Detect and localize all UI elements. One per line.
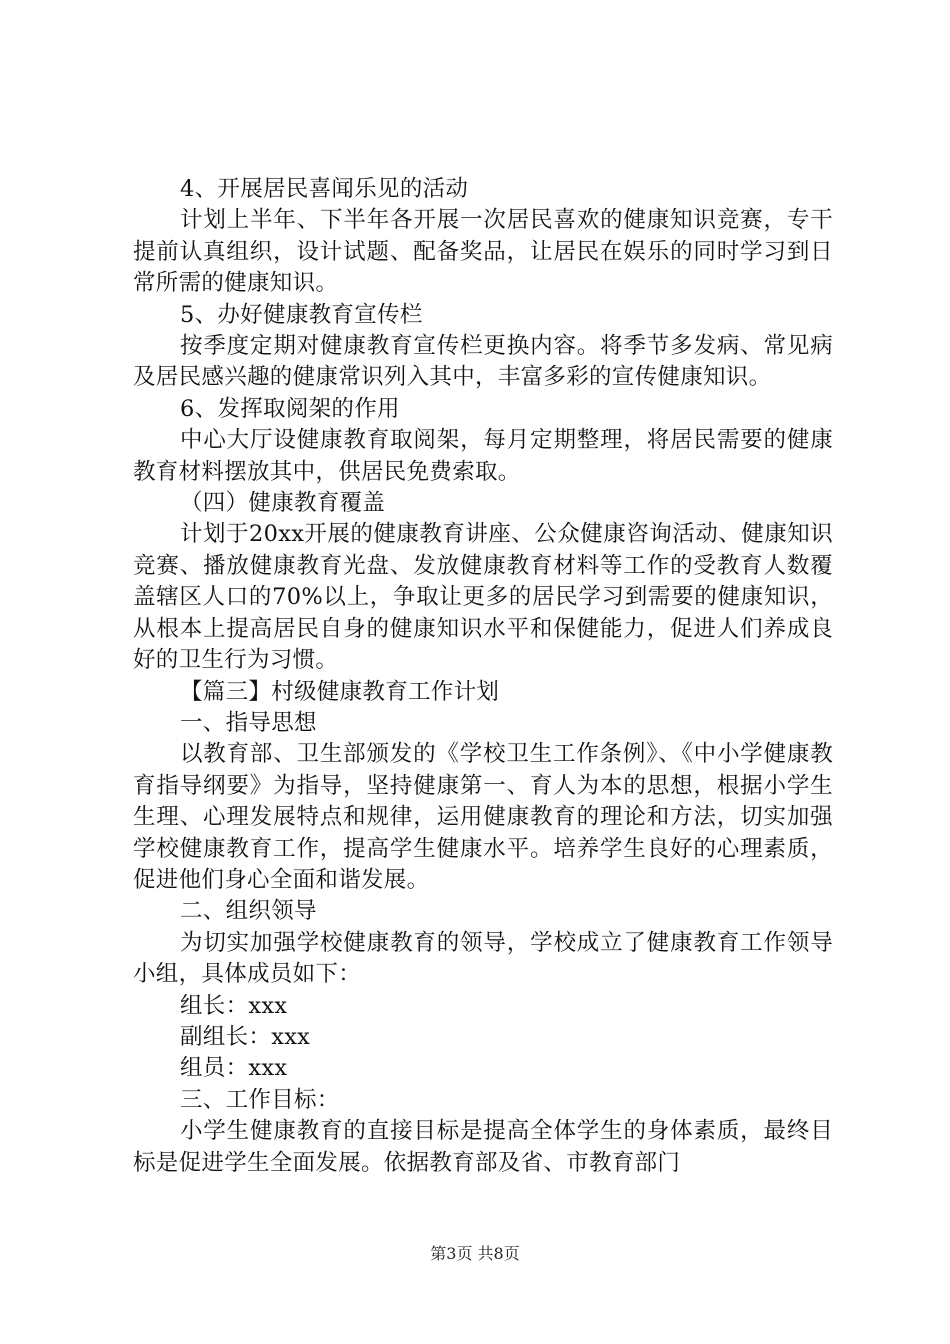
document-body <box>133 174 833 1179</box>
paragraph: 小学生健康教育的直接目标是提高全体学生的身体素质，最终目标是促进学生全面发展。依据教育部及省、市教育部门 <box>133 1118 833 1176</box>
paragraph: 4、开展居民喜闻乐见的活动 <box>180 176 469 202</box>
paragraph: 一、指导思想 <box>180 709 317 736</box>
paragraph: 计划于20xx开展的健康教育讲座、公众健康咨询活动、健康知识竞赛、播放健康教育光盘、发放健康教育材料等工作的受教育人数覆盖辖区人口的70%以上，争取让更多的居民学习到需要的健康知识，从根本上提高居民自身的健康知识水平和保健能力，促进人们养成良好的卫生行为习惯。 <box>133 521 833 674</box>
paragraph: 按季度定期对健康教育宣传栏更换内容。将季节多发病、常见病及居民感兴趣的健康常识列入其中，丰富多彩的宣传健康知识。 <box>133 333 833 391</box>
paragraph: 二、组织领导 <box>180 898 317 925</box>
paragraph: 6、发挥取阅架的作用 <box>180 395 400 422</box>
paragraph: 5、办好健康教育宣传栏 <box>180 301 423 328</box>
paragraph: 以教育部、卫生部颁发的《学校卫生工作条例》、《中小学健康教育指导纲要》为指导，坚持健康第一、育人为本的思想，根据小学生生理、心理发展特点和规律，运用健康教育的理论和方法，切实加强学校健康教育工作，提高学生健康水平。培养学生良好的心理素质，促进他们身心全面和谐发展。 <box>133 741 833 893</box>
paragraph: 组长：xxx <box>180 992 288 1019</box>
section-heading: 【篇三】村级健康教育工作计划 <box>180 678 500 705</box>
paragraph: 副组长：xxx <box>180 1023 311 1050</box>
paragraph: 计划上半年、下半年各开展一次居民喜欢的健康知识竞赛，专干提前认真组织，设计试题、配备奖品，让居民在娱乐的同时学习到日常所需的健康知识。 <box>133 207 833 297</box>
paragraph: 三、工作目标： <box>180 1086 340 1113</box>
paragraph: 为切实加强学校健康教育的领导，学校成立了健康教育工作领导小组，具体成员如下： <box>133 929 833 988</box>
paragraph: 中心大厅设健康教育取阅架，每月定期整理，将居民需要的健康教育材料摆放其中，供居民免费索取。 <box>133 427 833 485</box>
page-number-footer: 第3页 共8页 <box>430 1244 520 1263</box>
paragraph: （四）健康教育覆盖 <box>180 490 386 517</box>
paragraph: 组员：xxx <box>180 1055 288 1082</box>
